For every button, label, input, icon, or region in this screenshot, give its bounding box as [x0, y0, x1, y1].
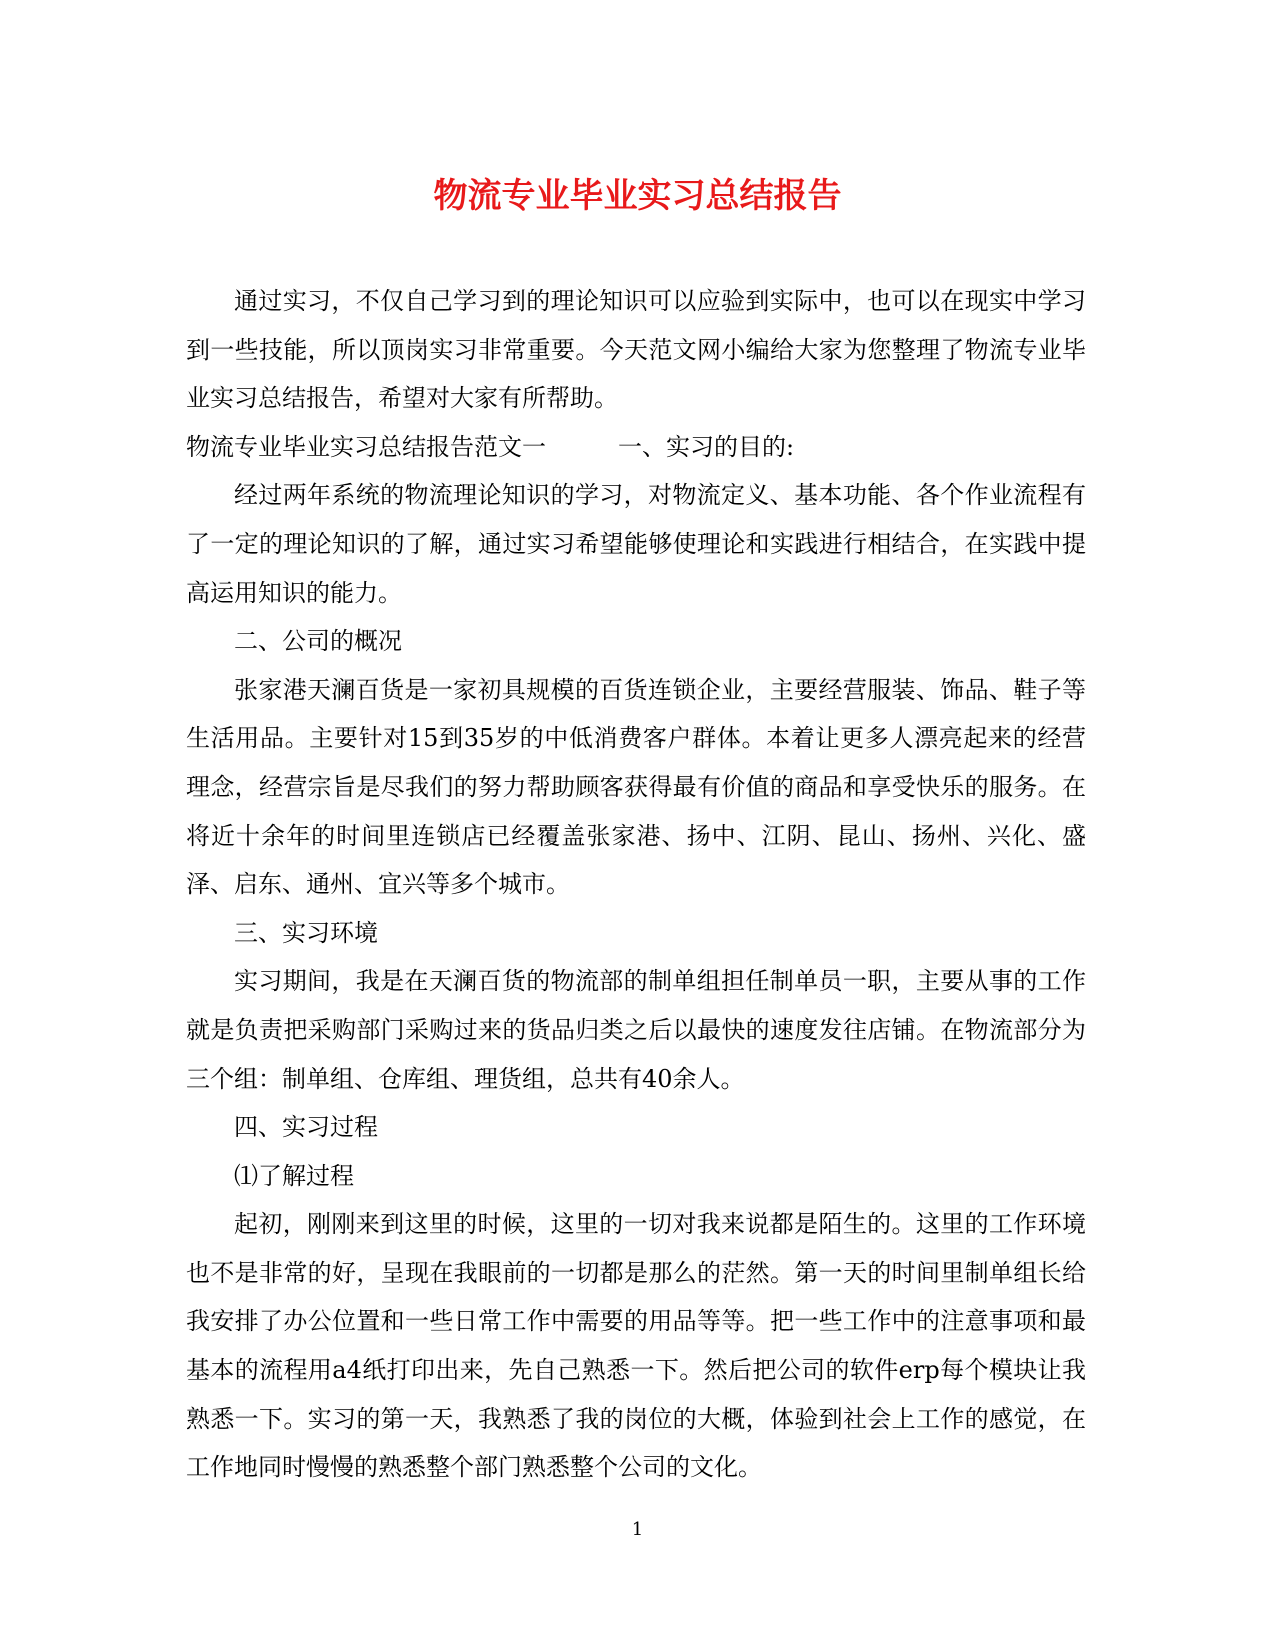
paragraph-company: 张家港天澜百货是一家初具规模的百货连锁企业，主要经营服装、饰品、鞋子等生活用品。主要针对15到35岁的中低消费客户群体。本着让更多人漂亮起来的经营理念，经营宗旨是尽我们的努力帮助顾客获得最有价值的商品和享受快乐的服务。在将近十余年的时间里连锁店已经覆盖张家港、扬中、江阴、昆山、扬州、兴化、盛泽、启东、通州、宜兴等多个城市。: [186, 675, 1086, 899]
subsection-heading-understanding: ⑴了解过程: [234, 1161, 354, 1190]
paragraph-sample-heading: 物流专业毕业实习总结报告范文一 一、实习的目的:: [186, 432, 795, 461]
section-heading-environment: 三、实习环境: [234, 918, 378, 947]
document-body: [186, 277, 1086, 1492]
paragraph-understanding: 起初，刚刚来到这里的时候，这里的一切对我来说都是陌生的。这里的工作环境也不是非常的好，呈现在我眼前的一切都是那么的茫然。第一天的时间里制单组长给我安排了办公位置和一些日常工作中需要的用品等等。把一些工作中的注意事项和最基本的流程用a4纸打印出来，先自己熟悉一下。然后把公司的软件erp每个模块让我熟悉一下。实习的第一天，我熟悉了我的岗位的大概，体验到社会上工作的感觉，在工作地同时慢慢的熟悉整个部门熟悉整个公司的文化。: [186, 1210, 1086, 1482]
paragraph-environment: 实习期间，我是在天澜百货的物流部的制单组担任制单员一职，主要从事的工作就是负责把采购部门采购过来的货品归类之后以最快的速度发往店铺。在物流部分为三个组：制单组、仓库组、理货组，总共有40余人。: [186, 967, 1086, 1093]
page-number: 1: [631, 1519, 644, 1540]
paragraph-intro: 通过实习，不仅自己学习到的理论知识可以应验到实际中，也可以在现实中学习到一些技能，所以顶岗实习非常重要。今天范文网小编给大家为您整理了物流专业毕业实习总结报告，希望对大家有所帮助。: [186, 287, 1086, 413]
paragraph-purpose: 经过两年系统的物流理论知识的学习，对物流定义、基本功能、各个作业流程有了一定的理论知识的了解，通过实习希望能够使理论和实践进行相结合，在实践中提高运用知识的能力。: [186, 481, 1086, 607]
document-title: 物流专业毕业实习总结报告: [433, 176, 842, 216]
section-heading-process: 四、实习过程: [234, 1113, 378, 1142]
section-heading-company: 二、公司的概况: [234, 627, 402, 656]
